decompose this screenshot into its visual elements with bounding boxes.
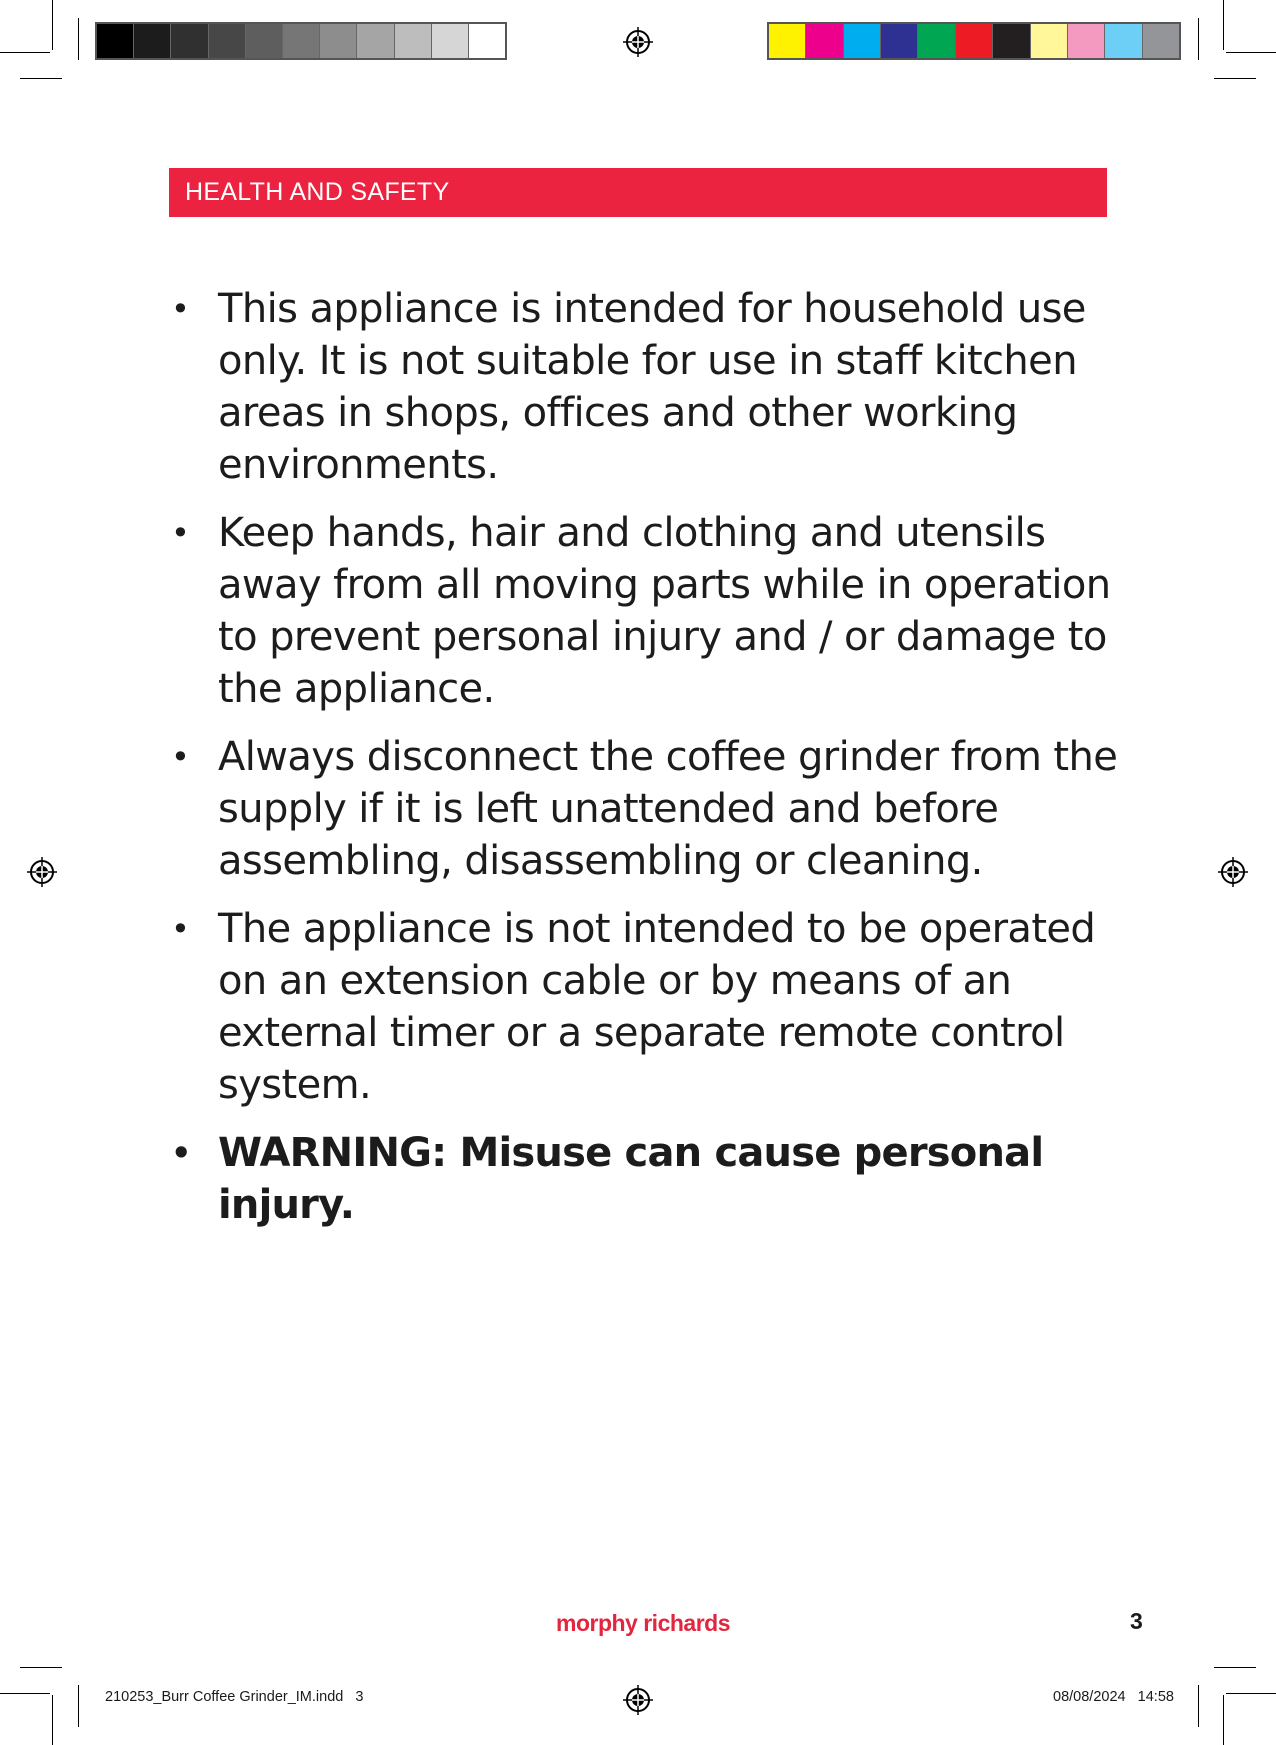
color-swatch bbox=[1031, 24, 1068, 58]
crop-mark bbox=[52, 1695, 53, 1745]
color-swatch bbox=[432, 24, 469, 58]
brand-logo: morphy richards bbox=[556, 1610, 730, 1636]
section-title: HEALTH AND SAFETY bbox=[185, 178, 450, 206]
bullet-icon: • bbox=[171, 290, 190, 328]
color-swatch bbox=[806, 24, 843, 58]
list-item-text: This appliance is intended for household use only. It is not suitable for use in staff kitchen areas in shops, offices and other working environments. bbox=[218, 286, 1086, 488]
color-swatch bbox=[993, 24, 1030, 58]
crop-mark bbox=[1223, 1695, 1224, 1745]
warning-text: WARNING: Misuse can cause personal injury. bbox=[218, 1130, 1044, 1228]
bullet-icon: • bbox=[171, 1134, 191, 1172]
crop-mark bbox=[1214, 78, 1256, 79]
color-swatch bbox=[283, 24, 320, 58]
color-swatch bbox=[134, 24, 171, 58]
safety-list bbox=[169, 283, 1129, 1247]
color-swatch bbox=[881, 24, 918, 58]
color-swatch bbox=[1105, 24, 1142, 58]
crop-mark bbox=[1214, 1667, 1256, 1668]
color-swatch bbox=[357, 24, 394, 58]
registration-target-icon bbox=[27, 857, 57, 887]
list-item-text: The appliance is not intended to be operated on an extension cable or by means of an external timer or a separate remote control system. bbox=[218, 906, 1096, 1108]
section-header bbox=[169, 168, 1107, 217]
color-swatch bbox=[171, 24, 208, 58]
color-swatch bbox=[1068, 24, 1105, 58]
crop-mark bbox=[20, 1667, 62, 1668]
list-item bbox=[169, 507, 1129, 715]
color-swatch bbox=[844, 24, 881, 58]
registration-target-icon bbox=[1218, 857, 1248, 887]
bullet-icon: • bbox=[171, 738, 190, 776]
color-swatch bbox=[209, 24, 246, 58]
bullet-icon: • bbox=[171, 514, 190, 552]
list-item bbox=[169, 903, 1129, 1111]
color-swatch bbox=[246, 24, 283, 58]
list-item bbox=[169, 731, 1129, 887]
crop-mark bbox=[1198, 1685, 1199, 1727]
color-swatch bbox=[918, 24, 955, 58]
color-swatch bbox=[320, 24, 357, 58]
color-swatch bbox=[469, 24, 505, 58]
crop-mark bbox=[52, 0, 53, 50]
registration-target-icon bbox=[623, 1685, 653, 1715]
registration-target-icon bbox=[623, 27, 653, 57]
page-number: 3 bbox=[1130, 1608, 1143, 1634]
warning-item bbox=[169, 1127, 1129, 1231]
crop-mark bbox=[78, 18, 79, 60]
crop-mark bbox=[0, 1693, 50, 1694]
color-swatch bbox=[97, 24, 134, 58]
process-color-bar bbox=[767, 22, 1181, 60]
crop-mark bbox=[1226, 1693, 1276, 1694]
list-item-text: Always disconnect the coffee grinder from the supply if it is left unattended and before assembling, disassembling or cleaning. bbox=[218, 734, 1118, 884]
color-swatch bbox=[395, 24, 432, 58]
crop-mark bbox=[20, 78, 62, 79]
color-swatch bbox=[1143, 24, 1179, 58]
bullet-icon: • bbox=[171, 910, 190, 948]
slug-file-info: 210253_Burr Coffee Grinder_IM.indd 3 bbox=[105, 1689, 364, 1705]
color-swatch bbox=[769, 24, 806, 58]
list-item bbox=[169, 283, 1129, 491]
crop-mark bbox=[1198, 18, 1199, 60]
crop-mark bbox=[1226, 52, 1276, 53]
color-swatch bbox=[956, 24, 993, 58]
slug-date: 08/08/2024 14:58 bbox=[1053, 1689, 1174, 1705]
list-item-text: Keep hands, hair and clothing and utensils away from all moving parts while in operation to prevent personal injury and / or damage to the appliance. bbox=[218, 510, 1111, 712]
crop-mark bbox=[0, 52, 50, 53]
crop-mark bbox=[1223, 0, 1224, 50]
grayscale-color-bar bbox=[95, 22, 507, 60]
crop-mark bbox=[78, 1685, 79, 1727]
